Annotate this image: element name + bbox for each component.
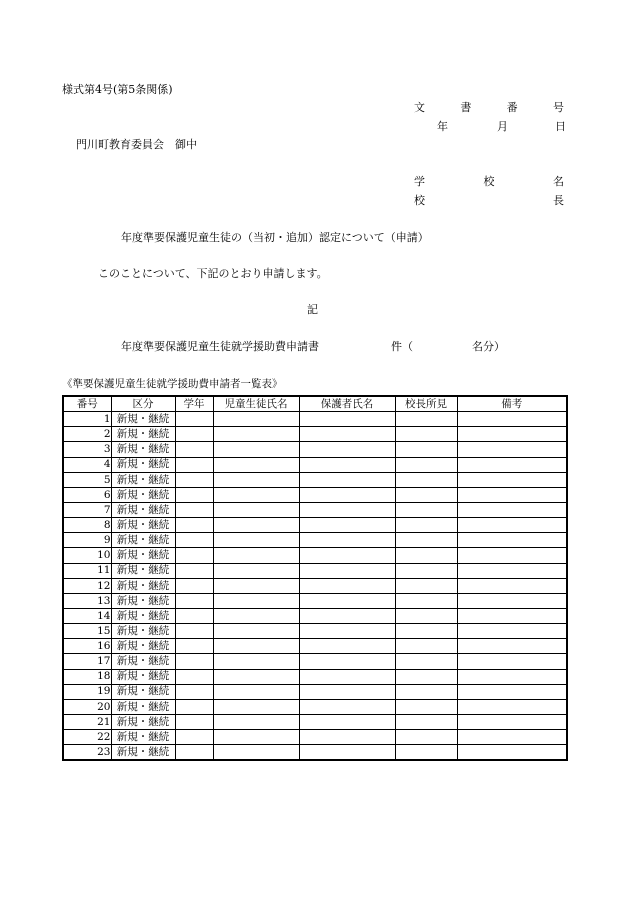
row-remarks xyxy=(457,548,567,563)
row-number: 23 xyxy=(63,745,111,761)
row-guardian-name xyxy=(299,593,395,608)
row-grade xyxy=(175,442,213,457)
row-grade xyxy=(175,533,213,548)
table-row xyxy=(63,412,567,427)
row-guardian-name xyxy=(299,730,395,745)
row-kubun: 新規・継続 xyxy=(111,624,175,639)
row-principal-opinion xyxy=(395,639,457,654)
row-number: 1 xyxy=(63,412,111,427)
row-guardian-name xyxy=(299,714,395,729)
table-row xyxy=(63,487,567,502)
row-grade xyxy=(175,669,213,684)
row-number: 8 xyxy=(63,518,111,533)
row-guardian-name xyxy=(299,608,395,623)
row-remarks xyxy=(457,669,567,684)
row-remarks xyxy=(457,533,567,548)
row-grade xyxy=(175,518,213,533)
row-guardian-name xyxy=(299,669,395,684)
form-number: 様式第4号(第5条関係) xyxy=(62,83,173,96)
row-principal-opinion xyxy=(395,533,457,548)
row-remarks xyxy=(457,487,567,502)
row-principal-opinion xyxy=(395,714,457,729)
row-guardian-name xyxy=(299,533,395,548)
row-remarks xyxy=(457,442,567,457)
row-grade xyxy=(175,412,213,427)
row-student-name xyxy=(213,518,299,533)
row-kubun: 新規・継続 xyxy=(111,593,175,608)
row-remarks xyxy=(457,684,567,699)
table-header-row xyxy=(63,396,567,412)
row-kubun: 新規・継続 xyxy=(111,548,175,563)
row-student-name xyxy=(213,533,299,548)
row-grade xyxy=(175,730,213,745)
row-student-name xyxy=(213,487,299,502)
table-row xyxy=(63,472,567,487)
document-number-label: 文 書 番 号 xyxy=(414,101,564,114)
row-guardian-name xyxy=(299,624,395,639)
row-number: 17 xyxy=(63,654,111,669)
table-row xyxy=(63,714,567,729)
row-guardian-name xyxy=(299,548,395,563)
row-student-name xyxy=(213,412,299,427)
row-principal-opinion xyxy=(395,745,457,761)
row-grade xyxy=(175,654,213,669)
row-remarks xyxy=(457,427,567,442)
header-remarks: 備考 xyxy=(457,396,567,412)
row-principal-opinion xyxy=(395,502,457,517)
row-remarks xyxy=(457,624,567,639)
table-row xyxy=(63,593,567,608)
row-number: 19 xyxy=(63,684,111,699)
row-kubun: 新規・継続 xyxy=(111,487,175,502)
row-remarks xyxy=(457,745,567,761)
row-principal-opinion xyxy=(395,684,457,699)
table-row xyxy=(63,745,567,761)
row-principal-opinion xyxy=(395,457,457,472)
row-guardian-name xyxy=(299,745,395,761)
row-kubun: 新規・継続 xyxy=(111,412,175,427)
row-guardian-name xyxy=(299,427,395,442)
row-student-name xyxy=(213,472,299,487)
row-student-name xyxy=(213,442,299,457)
row-remarks xyxy=(457,502,567,517)
body-text: このことについて、下記のとおり申請します。 xyxy=(98,267,328,280)
row-student-name xyxy=(213,714,299,729)
row-number: 18 xyxy=(63,669,111,684)
row-student-name xyxy=(213,578,299,593)
applicant-table xyxy=(62,395,568,761)
row-kubun: 新規・継続 xyxy=(111,730,175,745)
header-guardian-name: 保護者氏名 xyxy=(299,396,395,412)
date-label: 年 月 日 xyxy=(437,120,566,133)
application-count: 件（ xyxy=(391,340,413,353)
table-row xyxy=(63,639,567,654)
row-student-name xyxy=(213,669,299,684)
row-principal-opinion xyxy=(395,593,457,608)
row-principal-opinion xyxy=(395,563,457,578)
row-grade xyxy=(175,487,213,502)
row-grade xyxy=(175,639,213,654)
row-grade xyxy=(175,714,213,729)
row-kubun: 新規・継続 xyxy=(111,684,175,699)
row-number: 15 xyxy=(63,624,111,639)
row-remarks xyxy=(457,472,567,487)
row-kubun: 新規・継続 xyxy=(111,654,175,669)
header-student-name: 児童生徒氏名 xyxy=(213,396,299,412)
row-student-name xyxy=(213,457,299,472)
header-principal-opinion: 校長所見 xyxy=(395,396,457,412)
row-guardian-name xyxy=(299,699,395,714)
row-kubun: 新規・継続 xyxy=(111,472,175,487)
row-number: 14 xyxy=(63,608,111,623)
row-student-name xyxy=(213,427,299,442)
row-guardian-name xyxy=(299,563,395,578)
row-principal-opinion xyxy=(395,412,457,427)
row-grade xyxy=(175,624,213,639)
row-grade xyxy=(175,578,213,593)
row-grade xyxy=(175,472,213,487)
row-kubun: 新規・継続 xyxy=(111,533,175,548)
table-title: 《準要保護児童生徒就学援助費申請者一覧表》 xyxy=(62,378,283,390)
row-kubun: 新規・継続 xyxy=(111,714,175,729)
row-number: 16 xyxy=(63,639,111,654)
row-kubun: 新規・継続 xyxy=(111,639,175,654)
row-kubun: 新規・継続 xyxy=(111,608,175,623)
row-number: 2 xyxy=(63,427,111,442)
row-remarks xyxy=(457,518,567,533)
row-principal-opinion xyxy=(395,427,457,442)
table-row xyxy=(63,533,567,548)
row-number: 22 xyxy=(63,730,111,745)
row-student-name xyxy=(213,502,299,517)
row-grade xyxy=(175,548,213,563)
table-row xyxy=(63,518,567,533)
row-kubun: 新規・継続 xyxy=(111,745,175,761)
application-persons: 名分） xyxy=(472,340,505,353)
header-grade: 学年 xyxy=(175,396,213,412)
row-guardian-name xyxy=(299,442,395,457)
row-remarks xyxy=(457,639,567,654)
row-guardian-name xyxy=(299,639,395,654)
row-principal-opinion xyxy=(395,518,457,533)
table-row xyxy=(63,624,567,639)
row-remarks xyxy=(457,593,567,608)
row-number: 13 xyxy=(63,593,111,608)
application-line-label: 年度準要保護児童生徒就学援助費申請書 xyxy=(121,340,319,353)
row-remarks xyxy=(457,730,567,745)
row-guardian-name xyxy=(299,654,395,669)
row-principal-opinion xyxy=(395,699,457,714)
header-number: 番号 xyxy=(63,396,111,412)
row-principal-opinion xyxy=(395,472,457,487)
row-number: 20 xyxy=(63,699,111,714)
table-row xyxy=(63,427,567,442)
addressee: 門川町教育委員会 御中 xyxy=(76,138,197,151)
row-grade xyxy=(175,593,213,608)
row-kubun: 新規・継続 xyxy=(111,502,175,517)
row-remarks xyxy=(457,699,567,714)
row-kubun: 新規・継続 xyxy=(111,563,175,578)
row-kubun: 新規・継続 xyxy=(111,578,175,593)
row-remarks xyxy=(457,714,567,729)
row-kubun: 新規・継続 xyxy=(111,442,175,457)
row-grade xyxy=(175,427,213,442)
row-grade xyxy=(175,457,213,472)
ki-heading: 記 xyxy=(307,303,318,316)
table-row xyxy=(63,548,567,563)
row-kubun: 新規・継続 xyxy=(111,457,175,472)
row-grade xyxy=(175,684,213,699)
row-kubun: 新規・継続 xyxy=(111,669,175,684)
row-principal-opinion xyxy=(395,654,457,669)
row-number: 12 xyxy=(63,578,111,593)
table-row xyxy=(63,563,567,578)
row-grade xyxy=(175,502,213,517)
row-remarks xyxy=(457,563,567,578)
table-row xyxy=(63,730,567,745)
row-student-name xyxy=(213,745,299,761)
row-guardian-name xyxy=(299,457,395,472)
row-number: 11 xyxy=(63,563,111,578)
row-student-name xyxy=(213,654,299,669)
row-student-name xyxy=(213,593,299,608)
row-principal-opinion xyxy=(395,487,457,502)
row-grade xyxy=(175,699,213,714)
principal-label: 校 長 xyxy=(414,194,564,207)
table-row xyxy=(63,608,567,623)
row-guardian-name xyxy=(299,578,395,593)
document-title: 年度準要保護児童生徒の（当初・追加）認定について（申請） xyxy=(121,231,429,244)
row-number: 4 xyxy=(63,457,111,472)
school-name-label: 学 校 名 xyxy=(414,175,564,188)
row-grade xyxy=(175,608,213,623)
row-student-name xyxy=(213,639,299,654)
row-remarks xyxy=(457,578,567,593)
row-student-name xyxy=(213,624,299,639)
row-remarks xyxy=(457,457,567,472)
row-kubun: 新規・継続 xyxy=(111,699,175,714)
row-remarks xyxy=(457,654,567,669)
row-guardian-name xyxy=(299,684,395,699)
row-guardian-name xyxy=(299,502,395,517)
row-principal-opinion xyxy=(395,624,457,639)
table-row xyxy=(63,457,567,472)
row-number: 10 xyxy=(63,548,111,563)
row-number: 6 xyxy=(63,487,111,502)
row-principal-opinion xyxy=(395,730,457,745)
table-row xyxy=(63,684,567,699)
row-kubun: 新規・継続 xyxy=(111,427,175,442)
table-row xyxy=(63,669,567,684)
row-grade xyxy=(175,745,213,761)
row-remarks xyxy=(457,608,567,623)
row-student-name xyxy=(213,684,299,699)
row-number: 5 xyxy=(63,472,111,487)
table-row xyxy=(63,699,567,714)
row-number: 21 xyxy=(63,714,111,729)
row-principal-opinion xyxy=(395,669,457,684)
row-grade xyxy=(175,563,213,578)
table-row xyxy=(63,654,567,669)
row-number: 7 xyxy=(63,502,111,517)
row-kubun: 新規・継続 xyxy=(111,518,175,533)
header-kubun: 区分 xyxy=(111,396,175,412)
row-principal-opinion xyxy=(395,548,457,563)
row-principal-opinion xyxy=(395,442,457,457)
row-student-name xyxy=(213,608,299,623)
table-row xyxy=(63,442,567,457)
row-principal-opinion xyxy=(395,578,457,593)
row-student-name xyxy=(213,730,299,745)
row-student-name xyxy=(213,548,299,563)
table-row xyxy=(63,502,567,517)
row-remarks xyxy=(457,412,567,427)
row-student-name xyxy=(213,563,299,578)
row-number: 9 xyxy=(63,533,111,548)
row-guardian-name xyxy=(299,487,395,502)
row-number: 3 xyxy=(63,442,111,457)
table-row xyxy=(63,578,567,593)
row-student-name xyxy=(213,699,299,714)
row-guardian-name xyxy=(299,412,395,427)
row-guardian-name xyxy=(299,472,395,487)
row-guardian-name xyxy=(299,518,395,533)
row-principal-opinion xyxy=(395,608,457,623)
